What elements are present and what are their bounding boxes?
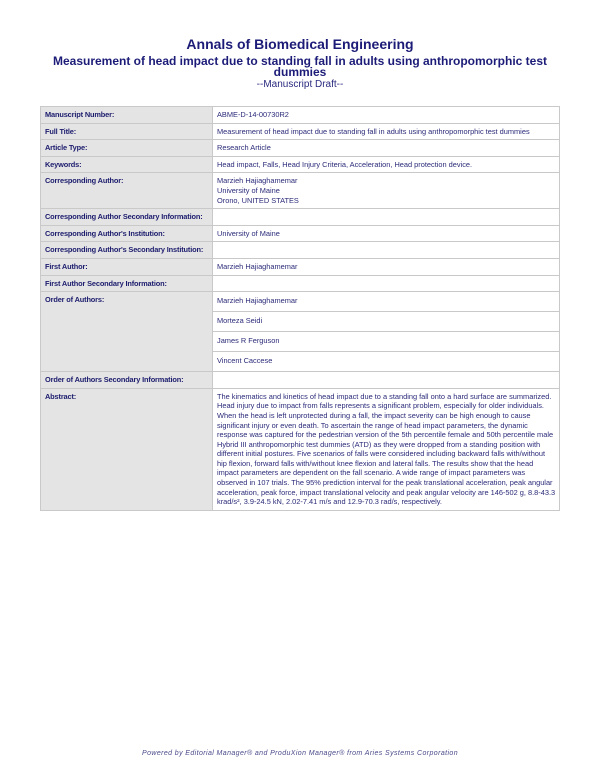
value-order-of-authors <box>213 292 560 372</box>
label-abstract: Abstract: <box>41 388 213 510</box>
author-2: Morteza Seidi <box>213 312 559 332</box>
value-corresponding-author <box>213 173 560 209</box>
value-corresponding-institution: University of Maine <box>213 225 560 242</box>
value-full-title: Measurement of head impact due to standing fall in adults using anthropomorphic test dummies <box>213 123 560 140</box>
label-corresponding-secondary-institution: Corresponding Author's Secondary Institution: <box>41 242 213 259</box>
value-first-author: Marzieh Hajiaghamemar <box>213 258 560 275</box>
document-header <box>0 36 600 91</box>
journal-name: Annals of Biomedical Engineering <box>186 36 414 52</box>
row-full-title <box>41 123 560 140</box>
draft-label: --Manuscript Draft-- <box>256 79 344 90</box>
author-1: Marzieh Hajiaghamemar <box>213 292 559 312</box>
label-order-of-authors: Order of Authors: <box>41 292 213 372</box>
value-manuscript-number: ABME-D-14-00730R2 <box>213 107 560 124</box>
corresponding-author-name: Marzieh Hajiaghamemar <box>217 176 298 186</box>
value-first-author-secondary <box>213 275 560 292</box>
value-corresponding-secondary-institution <box>213 242 560 259</box>
value-keywords: Head impact, Falls, Head Injury Criteria, Acceleration, Head protection device. <box>213 156 560 173</box>
author-3: James R Ferguson <box>213 332 559 352</box>
label-article-type: Article Type: <box>41 140 213 157</box>
row-article-type <box>41 140 560 157</box>
corresponding-author-affiliation: University of Maine <box>217 185 280 195</box>
row-first-author <box>41 258 560 275</box>
author-4: Vincent Caccese <box>217 356 273 366</box>
label-keywords: Keywords: <box>41 156 213 173</box>
footer-credit: Powered by Editorial Manager® and ProduXion Manager® from Aries Systems Corporation <box>142 750 458 757</box>
label-corresponding-author-secondary: Corresponding Author Secondary Information: <box>41 209 213 226</box>
label-first-author: First Author: <box>41 258 213 275</box>
row-first-author-secondary <box>41 275 560 292</box>
label-first-author-secondary: First Author Secondary Information: <box>41 275 213 292</box>
value-order-secondary <box>213 372 560 389</box>
row-keywords <box>41 156 560 173</box>
value-abstract: The kinematics and kinetics of head impact due to a standing fall onto a hard surface are summarized. Head injury due to impact from falls represents a significant problem, especially for older individuals. When the head is left unprotected during a fall, the impact severity can be high enough to cause significant injury or even death. To ascertain the range of head impact parameters, the dynamic response was captured for the pedestrian version of the 5th percentile female and 50th percentile male Hybrid III anthropomorphic test dummies (ATD) as they were dropped from a standing position with different initial postures. Five scenarios of falls were considered including backward falls with/without hip flexion, forward falls with/without knee flexion and lateral falls. The results show that the head impact parameters are dependent on the fall scenario. A wide range of impact parameters was observed in 107 trials. The 95% prediction interval for the peak translational acceleration, peak angular acceleration, peak force, impact translational velocity and peak angular velocity are 146-502 g, 8.8-43.3 krad/s², 3.9-24.5 kN, 2.02-7.41 m/s and 12.9-70.3 rad/s, respectively. <box>213 388 560 510</box>
row-order-of-authors <box>41 292 560 372</box>
corresponding-author-location: Orono, UNITED STATES <box>217 195 299 205</box>
row-abstract <box>41 388 560 510</box>
label-full-title: Full Title: <box>41 123 213 140</box>
row-corresponding-author-secondary <box>41 209 560 226</box>
label-order-secondary: Order of Authors Secondary Information: <box>41 372 213 389</box>
row-manuscript-number <box>41 107 560 124</box>
row-corresponding-author <box>41 173 560 209</box>
label-corresponding-author: Corresponding Author: <box>41 173 213 209</box>
label-manuscript-number: Manuscript Number: <box>41 107 213 124</box>
row-corresponding-institution <box>41 225 560 242</box>
manuscript-info-table <box>40 106 560 511</box>
manuscript-title: Measurement of head impact due to standing fall in adults using anthropomorphic test dummies <box>52 54 548 79</box>
value-article-type: Research Article <box>213 140 560 157</box>
row-order-secondary <box>41 372 560 389</box>
label-corresponding-institution: Corresponding Author's Institution: <box>41 225 213 242</box>
value-corresponding-author-secondary <box>213 209 560 226</box>
row-corresponding-secondary-institution <box>41 242 560 259</box>
